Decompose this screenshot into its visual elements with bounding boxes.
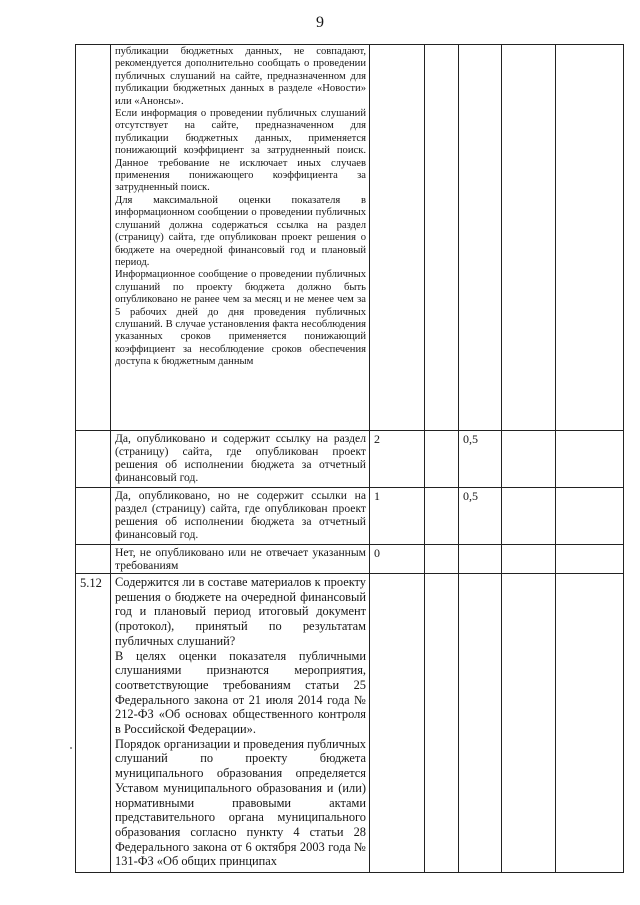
table-row xyxy=(76,574,624,873)
description-cell xyxy=(111,45,370,431)
row-number-cell xyxy=(76,45,111,431)
description-paragraph: Если информация о проведении публичных слушаний отсутствует на сайте, предназначенном для публикации бюджетных данных, применяется понижающий коэффициент за затрудненный поиск. Данное требование не исключает иных случаев применения понижающего коэффициента за затрудненный поиск. xyxy=(115,108,366,194)
page-number: 9 xyxy=(316,14,324,31)
empty-cell xyxy=(425,45,459,431)
description-paragraph: Порядок организации и проведения публичных слушаний по проекту бюджета муниципального образования определяется Уставом муниципального образования и (или) нормативными правовыми актами представительного органа муниципального образования согласно пункту 4 статьи 28 Федерального закона от 6 октября 2003 года № 131-ФЗ «Об общих принципах xyxy=(115,736,366,869)
row-number-cell xyxy=(76,488,111,545)
coefficient-cell: 0,5 xyxy=(459,431,502,488)
score-cell: 2 xyxy=(370,431,425,488)
empty-cell xyxy=(556,574,624,873)
coefficient-cell xyxy=(459,574,502,873)
description-cell xyxy=(111,488,370,545)
description-paragraph: Информационное сообщение о проведении публичных слушаний по проекту бюджета должно быть опубликовано не ранее чем за месяц и не менее чем за 5 рабочих дней до дня проведения публичных слушаний. В случае установления факта несоблюдения указанных сроков применяется понижающий коэффициент за несоблюдение сроков обеспечения доступа к бюджетным данным xyxy=(115,269,366,368)
description-paragraph: публикации бюджетных данных, не совпадают, рекомендуется дополнительно сообщать о проведении публичных слушаний на сайте, предназначенном для публикации бюджетных данных в разделе «Новости» или «Анонсы». xyxy=(115,46,366,107)
criteria-table xyxy=(75,44,624,873)
scan-speck xyxy=(70,747,72,749)
empty-cell xyxy=(502,431,556,488)
description-paragraph: Нет, не опубликовано или не отвечает указанным требованиям xyxy=(115,546,366,573)
empty-cell xyxy=(425,431,459,488)
coefficient-cell xyxy=(459,545,502,574)
description-paragraph: Да, опубликовано и содержит ссылку на раздел (страницу) сайта, где опубликован проект решения об исполнении бюджета за отчетный финансовый год. xyxy=(115,432,366,485)
table-row xyxy=(76,45,624,431)
score-cell xyxy=(370,574,425,873)
empty-cell xyxy=(556,45,624,431)
empty-cell xyxy=(502,574,556,873)
empty-cell xyxy=(556,488,624,545)
score-cell xyxy=(370,45,425,431)
description-paragraph: Да, опубликовано, но не содержит ссылки на раздел (страницу) сайта, где опубликован проект решения об исполнении бюджета за отчетный финансовый год. xyxy=(115,489,366,542)
coefficient-cell: 0,5 xyxy=(459,488,502,545)
empty-cell xyxy=(502,488,556,545)
description-paragraph: В целях оценки показателя публичными слушаниями признаются мероприятия, соответствующие требованиям статьи 25 Федерального закона от 21 июля 2014 года № 212-ФЗ «Об основах общественного контроля в Российской Федерации». xyxy=(115,648,366,737)
description-paragraph: Содержится ли в составе материалов к проекту решения о бюджете на очередной финансовый год и плановый период итоговый документ (протокол), принятый по результатам публичных слушаний? xyxy=(115,575,366,648)
empty-cell xyxy=(425,574,459,873)
empty-cell xyxy=(502,45,556,431)
empty-cell xyxy=(556,431,624,488)
table-row xyxy=(76,431,624,488)
description-cell xyxy=(111,431,370,488)
empty-cell xyxy=(556,545,624,574)
description-cell xyxy=(111,545,370,574)
coefficient-cell xyxy=(459,45,502,431)
score-cell: 0 xyxy=(370,545,425,574)
empty-cell xyxy=(425,488,459,545)
table-row xyxy=(76,545,624,574)
empty-cell xyxy=(425,545,459,574)
score-cell: 1 xyxy=(370,488,425,545)
empty-cell xyxy=(502,545,556,574)
row-number-cell: 5.12 xyxy=(76,574,111,873)
table-row xyxy=(76,488,624,545)
row-number-cell xyxy=(76,545,111,574)
description-cell xyxy=(111,574,370,873)
row-number-cell xyxy=(76,431,111,488)
description-paragraph: Для максимальной оценки показателя в информационном сообщении о проведении публичных слушаний должна содержаться ссылка на раздел (страницу) сайта, где опубликован проект решения о бюджете на очередной финансовый год и плановый период. xyxy=(115,194,366,268)
